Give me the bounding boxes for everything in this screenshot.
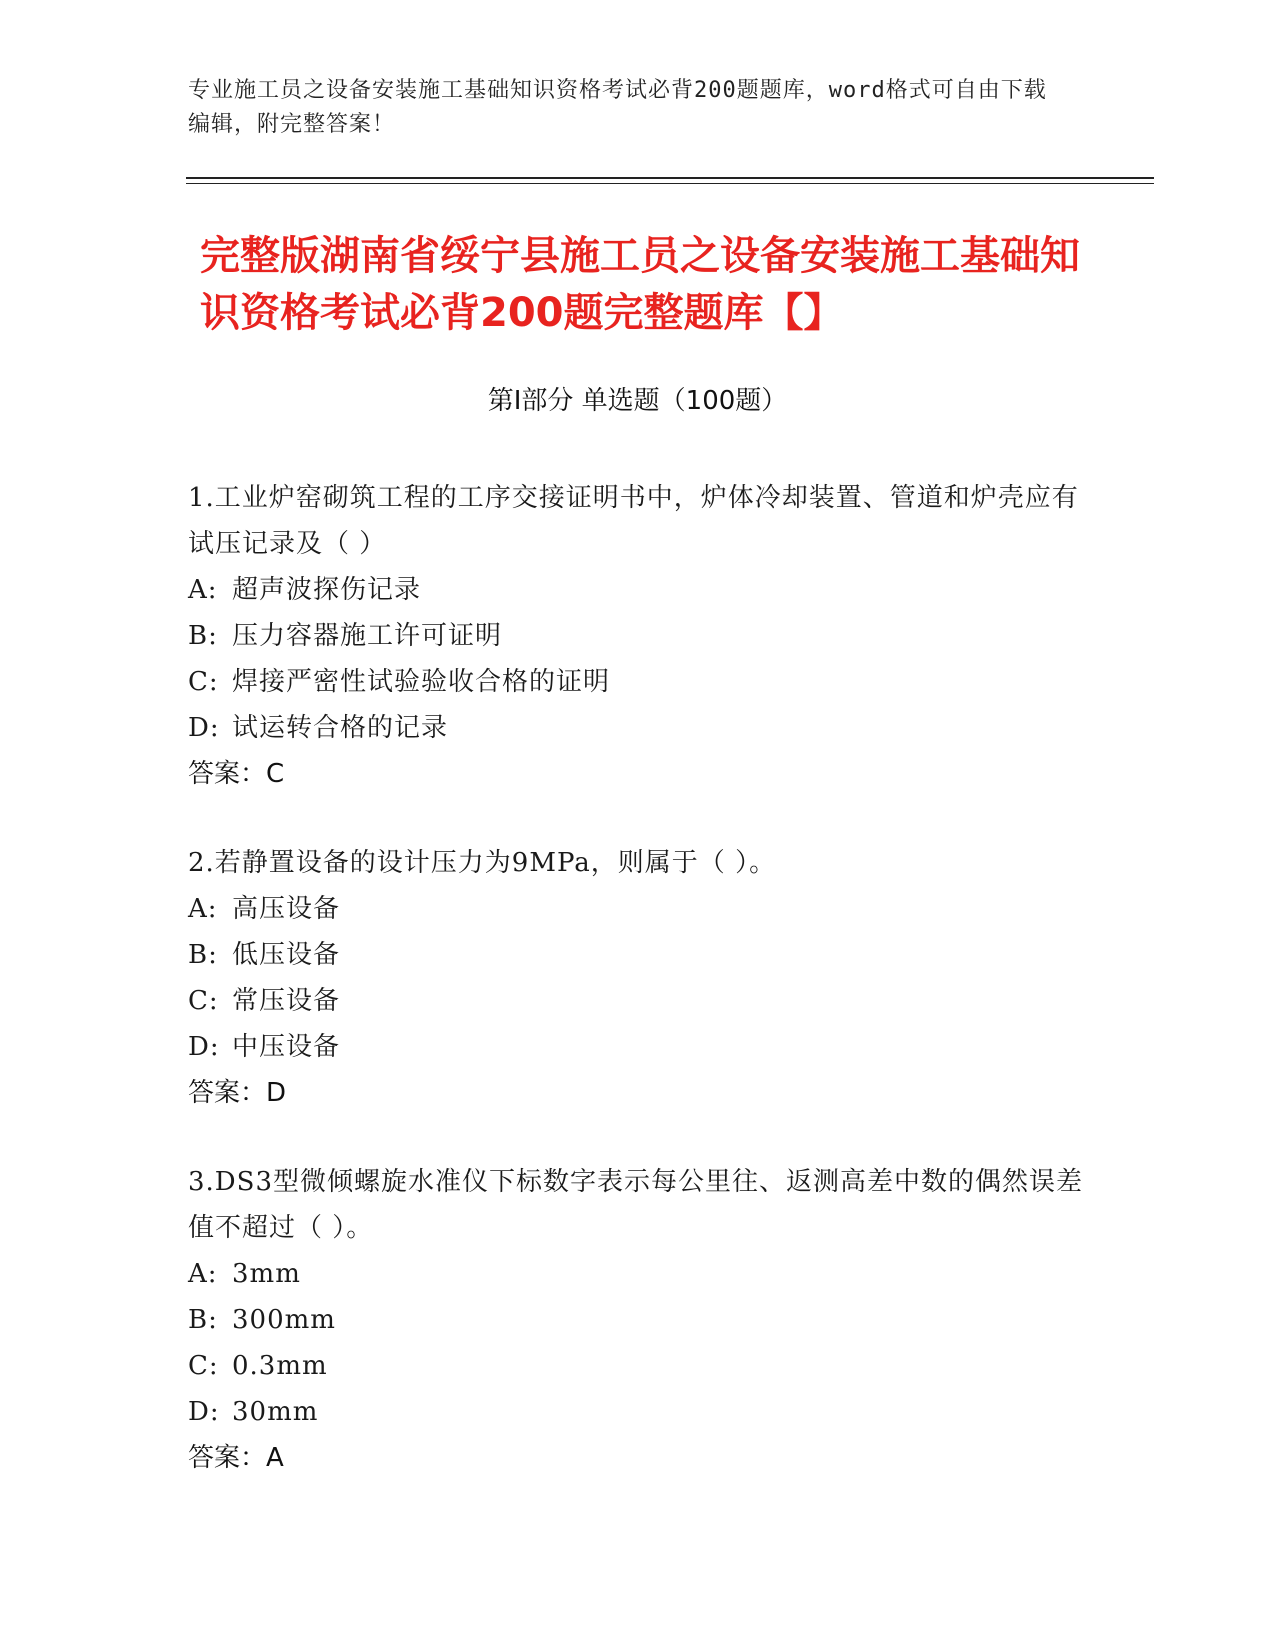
question-stem: 2.若静置设备的设计压力为9MPa，则属于（ ）。 [188, 848, 777, 878]
option-letter: C: [188, 986, 219, 1016]
option-text: 3mm [232, 1259, 301, 1289]
option-letter: A: [188, 894, 218, 924]
option-text: 30mm [232, 1397, 319, 1427]
answer: 答案：D [188, 1078, 287, 1108]
section-title: 第Ⅰ部分 单选题（100题） [487, 386, 788, 416]
option-c [188, 978, 1088, 1024]
option-letter: D: [188, 1032, 220, 1062]
option-letter: D: [188, 1397, 220, 1427]
option-text: 超声波探伤记录 [232, 575, 422, 605]
option-a [188, 886, 1088, 932]
option-letter: A: [188, 575, 218, 605]
option-c [188, 1343, 1088, 1389]
document-title: 完整版湖南省绥宁县施工员之设备安装施工基础知识资格考试必背200题完整题库【】 [200, 233, 1080, 336]
option-d [188, 705, 1088, 751]
option-letter: B: [188, 621, 218, 651]
option-b [188, 1297, 1088, 1343]
question-stem: 3.DS3型微倾螺旋水准仪下标数字表示每公里往、返测高差中数的偶然误差值不超过（ ）。 [188, 1167, 1084, 1243]
option-d [188, 1024, 1088, 1070]
option-a [188, 567, 1088, 613]
option-d [188, 1389, 1088, 1435]
option-text: 试运转合格的记录 [232, 713, 449, 743]
option-text: 常压设备 [232, 986, 341, 1016]
option-text: 中压设备 [232, 1032, 341, 1062]
option-text: 压力容器施工许可证明 [232, 621, 503, 651]
header-divider-thick [186, 177, 1154, 179]
option-letter: B: [188, 1305, 218, 1335]
answer: 答案：A [188, 1443, 284, 1473]
option-b [188, 613, 1088, 659]
option-letter: C: [188, 1351, 219, 1381]
question-list [188, 475, 1088, 1524]
option-letter: D: [188, 713, 220, 743]
option-text: 焊接严密性试验验收合格的证明 [232, 667, 611, 697]
option-letter: B: [188, 940, 218, 970]
option-text: 300mm [232, 1305, 336, 1335]
option-c [188, 659, 1088, 705]
header-divider-thin [186, 183, 1154, 184]
question-1 [188, 475, 1088, 797]
question-stem: 1.工业炉窑砌筑工程的工序交接证明书中，炉体冷却装置、管道和炉壳应有试压记录及（ ） [188, 483, 1079, 559]
option-b [188, 932, 1088, 978]
option-letter: A: [188, 1259, 218, 1289]
answer: 答案：C [188, 759, 285, 789]
question-3 [188, 1159, 1088, 1481]
option-text: 低压设备 [232, 940, 341, 970]
question-2 [188, 840, 1088, 1116]
option-a [188, 1251, 1088, 1297]
option-text: 高压设备 [232, 894, 341, 924]
option-text: 0.3mm [232, 1351, 328, 1381]
header-note: 专业施工员之设备安装施工基础知识资格考试必背200题题库，word格式可自由下载编辑，附完整答案！ [188, 78, 1047, 137]
option-letter: C: [188, 667, 219, 697]
